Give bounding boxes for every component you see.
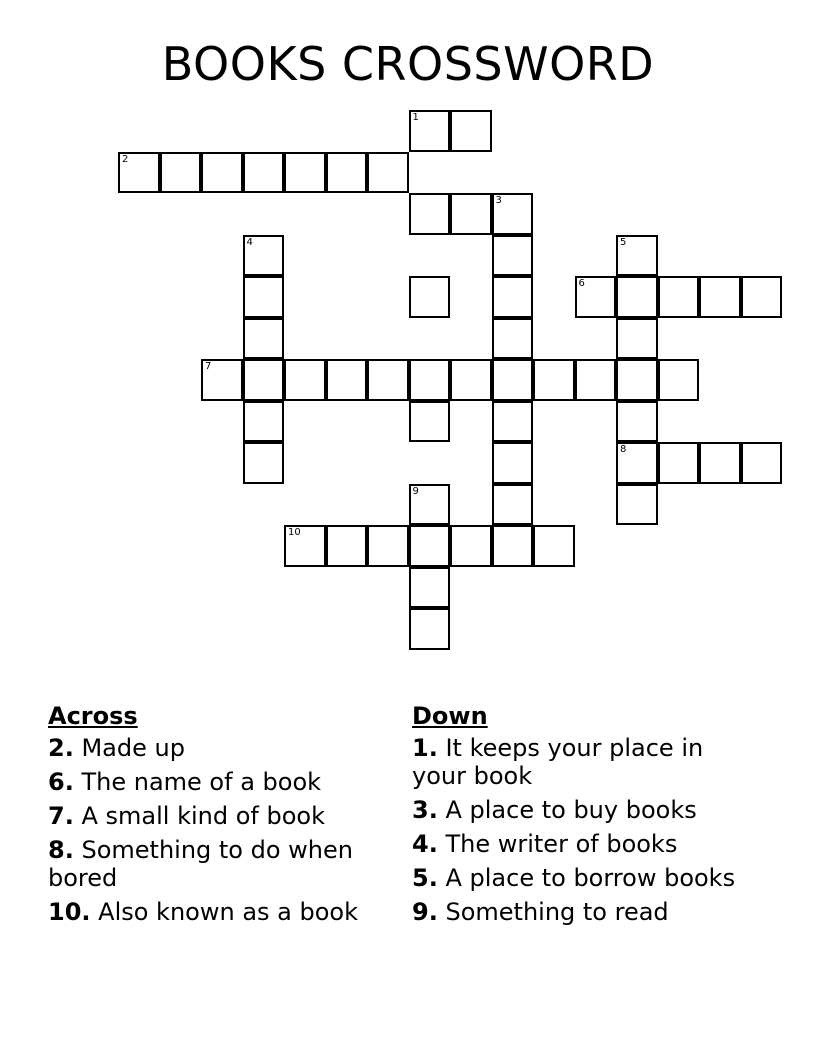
- grid-cell[interactable]: [450, 359, 492, 401]
- clue-number: 10: [288, 527, 301, 538]
- grid-cell[interactable]: [450, 193, 492, 235]
- clue-number: 9: [412, 485, 419, 497]
- grid-cell[interactable]: [492, 235, 534, 277]
- grid-cell[interactable]: [243, 359, 285, 401]
- clue-down-1: 1. It keeps your place in your book: [412, 734, 704, 790]
- grid-cell[interactable]: [326, 152, 368, 194]
- grid-cell[interactable]: [492, 401, 534, 443]
- grid-cell[interactable]: [409, 359, 451, 401]
- grid-cell[interactable]: [492, 276, 534, 318]
- grid-cell[interactable]: [492, 359, 534, 401]
- grid-cell[interactable]: [492, 318, 534, 360]
- grid-cell[interactable]: [492, 442, 534, 484]
- grid-cell[interactable]: [243, 401, 285, 443]
- grid-cell[interactable]: [160, 152, 202, 194]
- grid-cell[interactable]: [243, 276, 285, 318]
- grid-cell[interactable]: [284, 359, 326, 401]
- clue-across-2: 2. Made up: [48, 734, 185, 762]
- grid-cell[interactable]: [492, 193, 534, 235]
- grid-cell[interactable]: [367, 359, 409, 401]
- grid-cell[interactable]: [409, 401, 451, 443]
- down-clues: [412, 702, 742, 932]
- grid-cell[interactable]: [409, 567, 451, 609]
- clue-number: 1: [412, 112, 419, 123]
- clue-across-10: 10. Also known as a book: [48, 898, 358, 926]
- grid-cell[interactable]: [118, 152, 160, 194]
- clue-number: 8: [620, 444, 627, 455]
- clue-number: 6: [578, 278, 585, 289]
- grid-cell[interactable]: [533, 525, 575, 567]
- grid-cell[interactable]: [699, 442, 741, 484]
- clue-across-8: 8. Something to do when bored: [48, 836, 353, 892]
- clue-number: 4: [246, 236, 253, 248]
- grid-cell[interactable]: [492, 484, 534, 526]
- clue-number: 2: [122, 153, 129, 165]
- clue-number: 3: [495, 195, 502, 206]
- grid-cell[interactable]: [409, 608, 451, 650]
- clue-across-6: 6. The name of a book: [48, 768, 322, 796]
- across-clues: [48, 702, 388, 932]
- grid-cell[interactable]: [616, 235, 658, 277]
- grid-cell[interactable]: [616, 484, 658, 526]
- grid-cell[interactable]: [201, 152, 243, 194]
- page-title: BOOKS CROSSWORD: [161, 37, 655, 91]
- clue-down-5: 5. A place to borrow books: [412, 864, 736, 892]
- clue-number: 5: [620, 236, 627, 248]
- grid-cell[interactable]: [658, 276, 700, 318]
- across-heading: Across: [48, 702, 138, 730]
- grid-cell[interactable]: [533, 359, 575, 401]
- grid-cell[interactable]: [284, 525, 326, 567]
- grid-cell[interactable]: [243, 318, 285, 360]
- clue-down-3: 3. A place to buy books: [412, 796, 697, 824]
- clue-number: 7: [205, 361, 212, 372]
- grid-cell[interactable]: [243, 152, 285, 194]
- grid-cell[interactable]: [326, 525, 368, 567]
- clue-down-9: 9. Something to read: [412, 898, 669, 926]
- grid-cell[interactable]: [575, 359, 617, 401]
- grid-cell[interactable]: [409, 110, 451, 152]
- clue-across-7: 7. A small kind of book: [48, 802, 325, 830]
- grid-cell[interactable]: [326, 359, 368, 401]
- grid-cell[interactable]: [699, 276, 741, 318]
- grid-cell[interactable]: [575, 276, 617, 318]
- grid-cell[interactable]: [409, 525, 451, 567]
- grid-cell[interactable]: [450, 110, 492, 152]
- grid-cell[interactable]: [741, 276, 783, 318]
- grid-cell[interactable]: [741, 442, 783, 484]
- grid-cell[interactable]: [450, 525, 492, 567]
- grid-cell[interactable]: [658, 442, 700, 484]
- grid-cell[interactable]: [616, 442, 658, 484]
- grid-cell[interactable]: [616, 276, 658, 318]
- grid-cell[interactable]: [616, 359, 658, 401]
- clue-down-4: 4. The writer of books: [412, 830, 678, 858]
- grid-cell[interactable]: [616, 401, 658, 443]
- grid-cell[interactable]: [201, 359, 243, 401]
- grid-cell[interactable]: [243, 442, 285, 484]
- grid-cell[interactable]: [409, 276, 451, 318]
- grid-cell[interactable]: [409, 193, 451, 235]
- grid-cell[interactable]: [616, 318, 658, 360]
- grid-cell[interactable]: [658, 359, 700, 401]
- grid-cell[interactable]: [409, 484, 451, 526]
- grid-cell[interactable]: [284, 152, 326, 194]
- grid-cell[interactable]: [367, 525, 409, 567]
- grid-cell[interactable]: [367, 152, 409, 194]
- grid-cell[interactable]: [243, 235, 285, 277]
- down-heading: Down: [412, 702, 488, 730]
- grid-cell[interactable]: [492, 525, 534, 567]
